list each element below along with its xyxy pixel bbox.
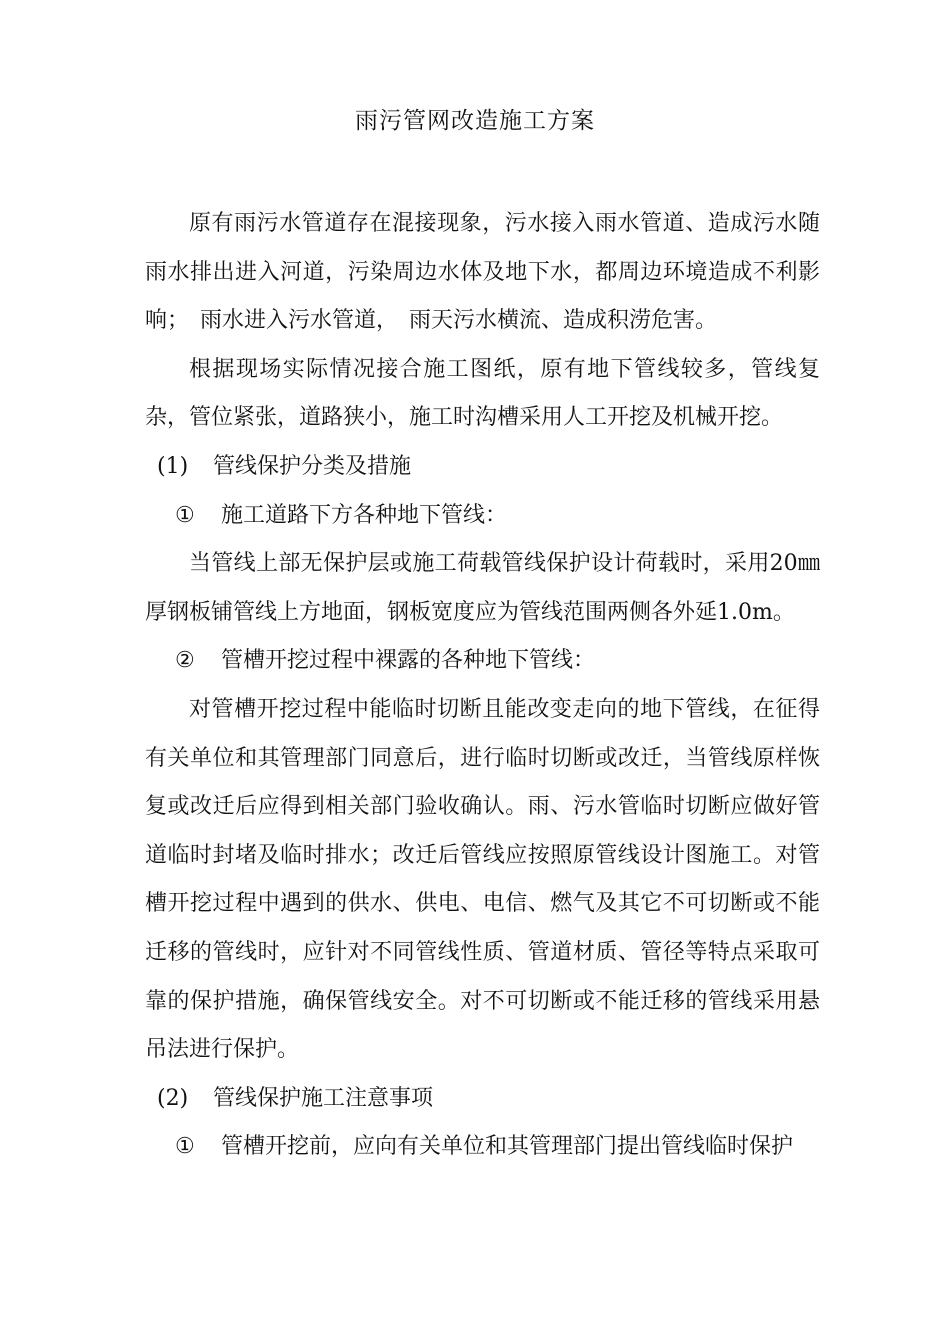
subsection-number: ② (175, 648, 195, 674)
section-heading (145, 1075, 820, 1124)
section-number: (2) (157, 1085, 189, 1111)
section-number: (1) (157, 453, 189, 479)
subsection-heading (145, 1123, 820, 1172)
section-heading-text: 管线保护分类及措施 (213, 453, 412, 479)
subsection-heading-text: 管槽开挖过程中裸露的各种地下管线： (221, 648, 596, 674)
paragraph: 对管槽开挖过程中能临时切断且能改变走向的地下管线，在征得有关单位和其管理部门同意后，进行临时切断或改迁，当管线原样恢复或改迁后应得到相关部门验收确认。雨、污水管临时切断应做好管道临时封堵及临时排水；改迁后管线应按照原管线设计图施工。对管槽开挖过程中遇到的供水、供电、电信、燃气及其它不可切断或不能迁移的管线时，应针对不同管线性质、管道材质、管径等特点采取可靠的保护措施，确保管线安全。对不可切断或不能迁移的管线采用悬吊法进行保护。 (145, 696, 820, 1063)
subsection-heading-text: 施工道路下方各种地下管线： (221, 502, 508, 528)
subsection-heading (145, 492, 820, 541)
subsection-heading (145, 637, 820, 686)
document-title: 雨污管网改造施工方案 (355, 108, 595, 134)
paragraph: 原有雨污水管道存在混接现象，污水接入雨水管道、造成污水随雨水排出进入河道，污染周边水体及地下水，都周边环境造成不利影响； 雨水进入污水管道， 雨天污水横流、造成积涝危害。 (145, 211, 820, 334)
document-body (145, 200, 820, 1172)
section-heading (145, 443, 820, 492)
paragraph: 当管线上部无保护层或施工荷载管线保护设计荷载时，采用20㎜厚钢板铺管线上方地面，钢板宽度应为管线范围两侧各外延1.0m。 (145, 551, 820, 625)
subsection-heading-text: 管槽开挖前，应向有关单位和其管理部门提出管线临时保护 (221, 1134, 794, 1160)
paragraph: 根据现场实际情况接合施工图纸，原有地下管线较多，管线复杂，管位紧张，道路狭小，施工时沟槽采用人工开挖及机械开挖。 (145, 356, 820, 431)
subsection-number: ① (175, 502, 195, 528)
subsection-number: ① (175, 1134, 195, 1160)
section-heading-text: 管线保护施工注意事项 (213, 1085, 434, 1111)
